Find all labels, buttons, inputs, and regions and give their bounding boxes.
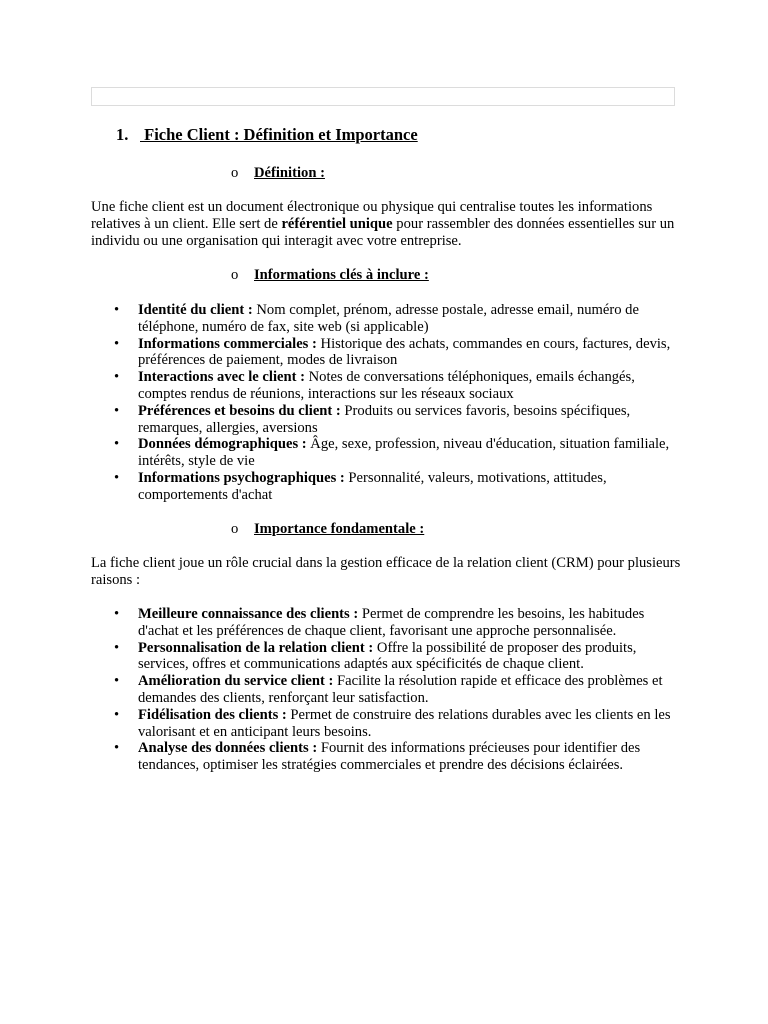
item-text: Produits ou services favoris, besoins spécifiques, remarques, allergies, aversions [138,402,631,436]
bullet-icon: • [114,639,120,656]
bullet-icon: • [114,740,120,757]
section-number: 1. [116,125,129,144]
bullet-icon: • [114,673,120,690]
key-info-heading-text: Informations clés à inclure : [254,267,429,283]
section-title [116,126,418,144]
item-label: Personnalisation de la relation client : [138,639,374,656]
list-item [91,707,681,741]
definition-text-bold: référentiel unique [281,215,393,232]
list-item [91,470,681,504]
item-text: Permet de construire des relations durables avec les clients en les valorisant et en anticipant leurs besoins. [138,706,671,740]
key-info-heading [231,267,429,284]
definition-text-after: pour rassembler des données essentielles sur un individu ou une organisation qui interagit avec votre entreprise. [91,215,675,249]
item-text: Fournit des informations précieuses pour identifier des tendances, optimiser les stratégies commerciales et prendre des décisions éclairées. [138,740,641,774]
definition-paragraph [91,199,681,249]
item-label: Informations commerciales : [138,335,317,352]
item-text: Personnalité, valeurs, motivations, attitudes, comportements d'achat [138,469,607,503]
list-item [91,606,681,640]
bullet-icon: • [114,335,120,352]
item-label: Préférences et besoins du client : [138,402,341,419]
bullet-icon: • [114,402,120,419]
item-text: Offre la possibilité de proposer des produits, services, offres et communications adaptés aux spécificités de chaque client. [138,639,637,673]
bullet-icon: • [114,369,120,386]
importance-heading-text: Importance fondamentale : [254,521,425,537]
definition-heading-text: Définition : [254,165,325,181]
list-item [91,640,681,674]
list-item [91,336,681,370]
bullet-icon: • [114,436,120,453]
list-item [91,369,681,403]
importance-bullet: o [231,521,239,537]
item-label: Meilleure connaissance des clients : [138,606,359,622]
item-label: Identité du client : [138,302,253,318]
bullet-icon: • [114,469,120,486]
item-label: Données démographiques : [138,436,307,453]
bullet-icon: • [114,302,120,318]
item-label: Informations psychographiques : [138,469,345,486]
importance-heading [231,521,424,538]
section-title-text: Fiche Client : Définition et Importance [140,125,418,144]
item-text: Âge, sexe, profession, niveau d'éducation, situation familiale, intérêts, style de vie [138,436,670,470]
item-label: Interactions avec le client : [138,369,305,386]
definition-heading [231,165,325,182]
item-text: Notes de conversations téléphoniques, emails échangés, comptes rendus de réunions, interactions sur les réseaux sociaux [138,369,635,402]
bullet-icon: • [114,706,120,723]
key-info-list [91,302,681,504]
list-item [91,673,681,707]
item-label: Fidélisation des clients : [138,706,287,723]
item-text: Historique des achats, commandes en cours, factures, devis, préférences de paiement, modes de livraison [138,335,671,369]
importance-list [91,606,681,774]
definition-text-before: Une fiche client est un document électronique ou physique qui centralise toutes les informations relatives à un client. Elle sert de [91,199,653,232]
key-info-bullet: o [231,267,239,283]
list-item [91,302,681,336]
header-box [91,87,675,106]
list-item [91,740,681,774]
item-text: Facilite la résolution rapide et efficace des problèmes et demandes des clients, renforçant leur satisfaction. [138,673,663,706]
list-item [91,436,681,470]
importance-intro: La fiche client joue un rôle crucial dans la gestion efficace de la relation client (CRM) pour plusieurs raisons : [91,555,681,588]
item-label: Analyse des données clients : [138,740,318,757]
list-item [91,403,681,437]
definition-bullet: o [231,165,239,181]
item-text: Permet de comprendre les besoins, les habitudes d'achat et les préférences de chaque client, favorisant une approche personnalisée. [138,606,645,639]
bullet-icon: • [114,606,120,622]
item-label: Amélioration du service client : [138,673,334,690]
item-text: Nom complet, prénom, adresse postale, adresse email, numéro de téléphone, numéro de fax, site web (si applicable) [138,302,639,335]
